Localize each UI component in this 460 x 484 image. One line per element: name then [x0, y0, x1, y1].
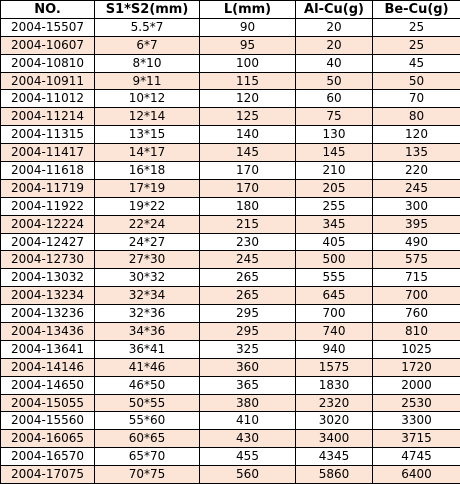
cell-length: 295 — [200, 323, 296, 341]
cell-al-cu-weight: 555 — [296, 269, 373, 287]
cell-no: 2004-16065 — [1, 430, 95, 448]
cell-length: 145 — [200, 144, 296, 162]
cell-be-cu-weight: 80 — [373, 108, 460, 126]
cell-size: 32*36 — [95, 305, 200, 323]
cell-size: 46*50 — [95, 376, 200, 394]
cell-size: 9*11 — [95, 72, 200, 90]
cell-size: 10*12 — [95, 90, 200, 108]
cell-size: 5.5*7 — [95, 18, 200, 36]
cell-be-cu-weight: 760 — [373, 305, 460, 323]
cell-no: 2004-10810 — [1, 54, 95, 72]
cell-length: 455 — [200, 448, 296, 466]
cell-size: 13*15 — [95, 126, 200, 144]
cell-size: 14*17 — [95, 144, 200, 162]
cell-be-cu-weight: 3300 — [373, 412, 460, 430]
cell-no: 2004-12730 — [1, 251, 95, 269]
cell-length: 245 — [200, 251, 296, 269]
cell-length: 95 — [200, 36, 296, 54]
header-al-cu-weight: Al-Cu(g) — [296, 1, 373, 19]
cell-be-cu-weight: 70 — [373, 90, 460, 108]
cell-al-cu-weight: 130 — [296, 126, 373, 144]
cell-size: 6*7 — [95, 36, 200, 54]
cell-al-cu-weight: 75 — [296, 108, 373, 126]
cell-be-cu-weight: 810 — [373, 323, 460, 341]
table-row — [1, 430, 460, 448]
cell-no: 2004-14146 — [1, 358, 95, 376]
cell-length: 120 — [200, 90, 296, 108]
cell-length: 560 — [200, 466, 296, 484]
cell-no: 2004-10607 — [1, 36, 95, 54]
cell-size: 19*22 — [95, 197, 200, 215]
cell-al-cu-weight: 645 — [296, 287, 373, 305]
header-be-cu-weight: Be-Cu(g) — [373, 1, 460, 19]
cell-be-cu-weight: 1025 — [373, 340, 460, 358]
table-row — [1, 394, 460, 412]
cell-length: 170 — [200, 179, 296, 197]
cell-al-cu-weight: 40 — [296, 54, 373, 72]
table-header — [1, 1, 460, 19]
cell-no: 2004-11922 — [1, 197, 95, 215]
cell-be-cu-weight: 700 — [373, 287, 460, 305]
table-row — [1, 323, 460, 341]
cell-no: 2004-15055 — [1, 394, 95, 412]
cell-length: 295 — [200, 305, 296, 323]
cell-size: 16*18 — [95, 162, 200, 180]
header-row — [1, 1, 460, 19]
cell-no: 2004-11618 — [1, 162, 95, 180]
cell-size: 12*14 — [95, 108, 200, 126]
table-row — [1, 305, 460, 323]
cell-size: 60*65 — [95, 430, 200, 448]
table-row — [1, 412, 460, 430]
cell-be-cu-weight: 50 — [373, 72, 460, 90]
cell-size: 24*27 — [95, 233, 200, 251]
cell-no: 2004-13236 — [1, 305, 95, 323]
table-row — [1, 269, 460, 287]
header-no: NO. — [1, 1, 95, 19]
table-row — [1, 126, 460, 144]
cell-no: 2004-14650 — [1, 376, 95, 394]
cell-size: 34*36 — [95, 323, 200, 341]
cell-size: 65*70 — [95, 448, 200, 466]
cell-al-cu-weight: 3020 — [296, 412, 373, 430]
cell-al-cu-weight: 1575 — [296, 358, 373, 376]
cell-no: 2004-13032 — [1, 269, 95, 287]
cell-be-cu-weight: 2530 — [373, 394, 460, 412]
header-length: L(mm) — [200, 1, 296, 19]
cell-length: 265 — [200, 269, 296, 287]
cell-be-cu-weight: 245 — [373, 179, 460, 197]
cell-length: 365 — [200, 376, 296, 394]
cell-length: 125 — [200, 108, 296, 126]
cell-size: 32*34 — [95, 287, 200, 305]
cell-no: 2004-13234 — [1, 287, 95, 305]
cell-be-cu-weight: 120 — [373, 126, 460, 144]
table-row — [1, 448, 460, 466]
header-size: S1*S2(mm) — [95, 1, 200, 19]
cell-al-cu-weight: 20 — [296, 36, 373, 54]
cell-length: 430 — [200, 430, 296, 448]
cell-size: 22*24 — [95, 215, 200, 233]
cell-no: 2004-13436 — [1, 323, 95, 341]
cell-size: 70*75 — [95, 466, 200, 484]
cell-be-cu-weight: 25 — [373, 36, 460, 54]
cell-al-cu-weight: 5860 — [296, 466, 373, 484]
cell-al-cu-weight: 205 — [296, 179, 373, 197]
cell-be-cu-weight: 25 — [373, 18, 460, 36]
table-row — [1, 340, 460, 358]
table-row — [1, 251, 460, 269]
cell-be-cu-weight: 6400 — [373, 466, 460, 484]
cell-no: 2004-17075 — [1, 466, 95, 484]
cell-al-cu-weight: 210 — [296, 162, 373, 180]
cell-al-cu-weight: 940 — [296, 340, 373, 358]
cell-no: 2004-12427 — [1, 233, 95, 251]
cell-be-cu-weight: 45 — [373, 54, 460, 72]
cell-no: 2004-16570 — [1, 448, 95, 466]
cell-no: 2004-13641 — [1, 340, 95, 358]
cell-no: 2004-12224 — [1, 215, 95, 233]
cell-length: 140 — [200, 126, 296, 144]
cell-be-cu-weight: 300 — [373, 197, 460, 215]
cell-size: 55*60 — [95, 412, 200, 430]
table-row — [1, 376, 460, 394]
cell-al-cu-weight: 405 — [296, 233, 373, 251]
cell-al-cu-weight: 145 — [296, 144, 373, 162]
table-row — [1, 287, 460, 305]
cell-be-cu-weight: 4745 — [373, 448, 460, 466]
cell-be-cu-weight: 135 — [373, 144, 460, 162]
table-row — [1, 358, 460, 376]
table-row — [1, 144, 460, 162]
cell-al-cu-weight: 700 — [296, 305, 373, 323]
table-row — [1, 18, 460, 36]
cell-size: 30*32 — [95, 269, 200, 287]
cell-be-cu-weight: 715 — [373, 269, 460, 287]
cell-no: 2004-11012 — [1, 90, 95, 108]
cell-size: 41*46 — [95, 358, 200, 376]
cell-no: 2004-10911 — [1, 72, 95, 90]
cell-size: 27*30 — [95, 251, 200, 269]
cell-length: 380 — [200, 394, 296, 412]
cell-al-cu-weight: 345 — [296, 215, 373, 233]
cell-size: 8*10 — [95, 54, 200, 72]
cell-al-cu-weight: 1830 — [296, 376, 373, 394]
cell-be-cu-weight: 3715 — [373, 430, 460, 448]
cell-al-cu-weight: 740 — [296, 323, 373, 341]
table-row — [1, 54, 460, 72]
cell-length: 265 — [200, 287, 296, 305]
cell-length: 360 — [200, 358, 296, 376]
cell-be-cu-weight: 575 — [373, 251, 460, 269]
cell-length: 100 — [200, 54, 296, 72]
cell-al-cu-weight: 3400 — [296, 430, 373, 448]
cell-be-cu-weight: 1720 — [373, 358, 460, 376]
cell-no: 2004-15507 — [1, 18, 95, 36]
cell-al-cu-weight: 500 — [296, 251, 373, 269]
cell-length: 90 — [200, 18, 296, 36]
cell-al-cu-weight: 20 — [296, 18, 373, 36]
table-row — [1, 162, 460, 180]
table-row — [1, 233, 460, 251]
table-body — [1, 18, 460, 483]
cell-no: 2004-11214 — [1, 108, 95, 126]
table-row — [1, 72, 460, 90]
cell-no: 2004-11417 — [1, 144, 95, 162]
cell-al-cu-weight: 2320 — [296, 394, 373, 412]
cell-al-cu-weight: 4345 — [296, 448, 373, 466]
cell-no: 2004-11719 — [1, 179, 95, 197]
cell-size: 17*19 — [95, 179, 200, 197]
cell-no: 2004-11315 — [1, 126, 95, 144]
table-row — [1, 179, 460, 197]
cell-al-cu-weight: 50 — [296, 72, 373, 90]
cell-al-cu-weight: 255 — [296, 197, 373, 215]
table-row — [1, 197, 460, 215]
cell-length: 325 — [200, 340, 296, 358]
cell-be-cu-weight: 490 — [373, 233, 460, 251]
cell-length: 230 — [200, 233, 296, 251]
cell-size: 36*41 — [95, 340, 200, 358]
table-row — [1, 90, 460, 108]
table-row — [1, 108, 460, 126]
cell-length: 115 — [200, 72, 296, 90]
table-row — [1, 466, 460, 484]
cell-be-cu-weight: 395 — [373, 215, 460, 233]
cell-al-cu-weight: 60 — [296, 90, 373, 108]
cell-length: 170 — [200, 162, 296, 180]
cell-length: 215 — [200, 215, 296, 233]
table-row — [1, 215, 460, 233]
cell-be-cu-weight: 220 — [373, 162, 460, 180]
cell-be-cu-weight: 2000 — [373, 376, 460, 394]
cell-length: 410 — [200, 412, 296, 430]
table-row — [1, 36, 460, 54]
cell-length: 180 — [200, 197, 296, 215]
cell-size: 50*55 — [95, 394, 200, 412]
cell-no: 2004-15560 — [1, 412, 95, 430]
